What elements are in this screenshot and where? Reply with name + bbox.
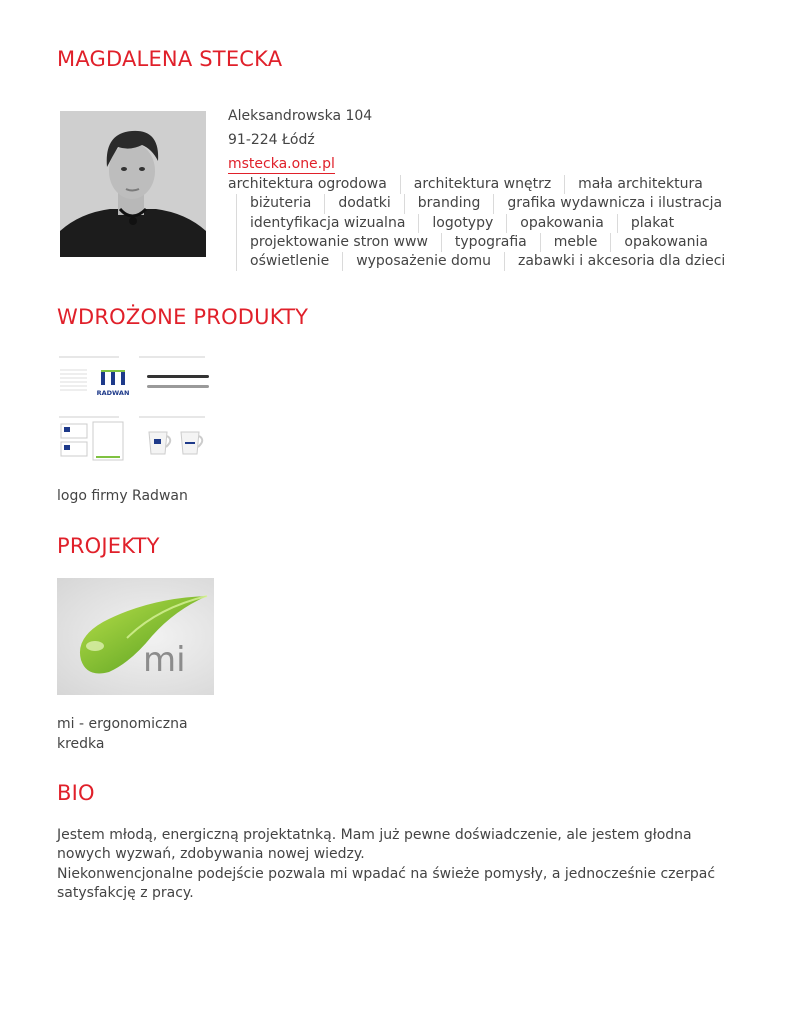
project-wordmark: mi	[143, 640, 186, 680]
bio-line: nowych wyzwań, zdobywania nowej wiedzy.	[57, 846, 365, 863]
products-caption: logo firmy Radwan	[57, 488, 188, 504]
tag-item[interactable]: identyfikacja wizualna	[236, 214, 418, 233]
bio-line: Jestem młodą, energiczną projektatnką. Mam już pewne doświadczenie, ale jestem głodna	[57, 827, 692, 843]
mugs-thumbnail[interactable]	[137, 412, 209, 464]
tag-item[interactable]: mała architektura	[564, 175, 716, 194]
bio-heading: BIO	[57, 781, 95, 805]
tag-item[interactable]: dodatki	[324, 194, 403, 213]
tag-item[interactable]: meble	[540, 233, 611, 252]
tag-item[interactable]: oświetlenie	[236, 252, 342, 271]
tag-item[interactable]: opakowania	[610, 233, 721, 252]
product-thumbnails[interactable]	[57, 352, 217, 464]
tag-item[interactable]: branding	[404, 194, 494, 213]
bio-line: satysfakcję z pracy.	[57, 885, 194, 902]
website-link[interactable]: mstecka.one.pl	[228, 156, 335, 172]
tag-item[interactable]: wyposażenie domu	[342, 252, 504, 271]
contact-block	[228, 104, 372, 176]
tag-item[interactable]: projektowanie stron www	[236, 233, 441, 252]
tag-item[interactable]: plakat	[617, 214, 687, 233]
tag-item[interactable]: architektura ogrodowa	[228, 176, 387, 192]
tag-item[interactable]: opakowania	[506, 214, 617, 233]
stationery-thumbnail[interactable]	[57, 412, 129, 464]
page-title: MAGDALENA STECKA	[57, 47, 283, 71]
projects-caption-line: mi - ergonomiczna	[57, 716, 188, 732]
bio-text	[57, 826, 717, 904]
city-address: 91-224 Łódź	[228, 132, 315, 148]
portrait-illustration	[60, 111, 206, 257]
profile-photo	[60, 111, 206, 257]
tag-item[interactable]: architektura wnętrz	[400, 175, 564, 194]
tag-item[interactable]: typografia	[441, 233, 540, 252]
products-heading: WDROŻONE PRODUKTY	[57, 305, 309, 329]
projects-heading: PROJEKTY	[57, 534, 160, 558]
logo-wordmark: RADWAN	[96, 389, 129, 397]
logo-sheet-thumbnail[interactable]	[57, 352, 129, 404]
tag-list	[228, 175, 738, 271]
tag-item[interactable]: zabawki i akcesoria dla dzieci	[504, 252, 738, 271]
projects-caption-line: kredka	[57, 736, 105, 752]
tag-item[interactable]: logotypy	[418, 214, 506, 233]
tag-item[interactable]: biżuteria	[236, 194, 324, 213]
pens-thumbnail[interactable]	[137, 352, 209, 404]
crayon-project-image[interactable]	[57, 578, 214, 695]
projects-caption	[57, 714, 188, 754]
bio-line: Niekonwencjonalne podejście pozwala mi wpadać na świeże pomysły, a jednocześnie czerpać	[57, 865, 716, 882]
tag-item[interactable]: grafika wydawnicza i ilustracja	[493, 194, 735, 213]
street-address: Aleksandrowska 104	[228, 108, 373, 124]
